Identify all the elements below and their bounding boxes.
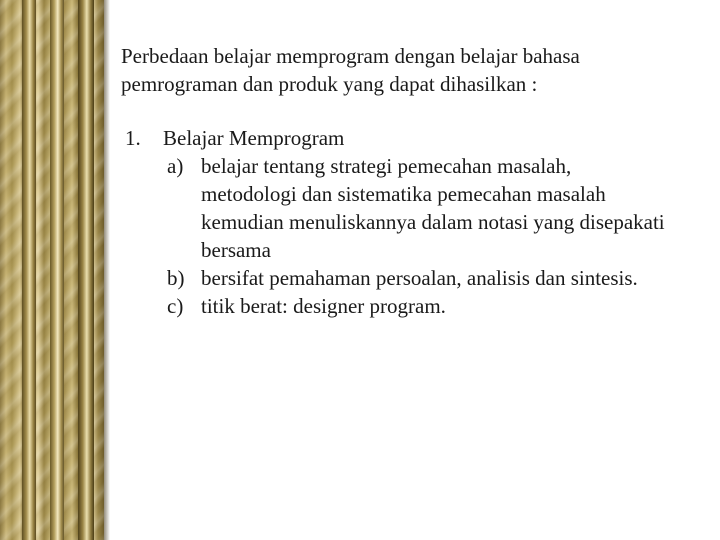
list-item-label: Belajar Memprogram — [163, 126, 345, 150]
gold-pillar-ornament — [50, 0, 64, 540]
sub-list-item — [167, 292, 701, 320]
sub-item-letter: b) — [167, 266, 185, 290]
list-item-heading — [125, 124, 701, 152]
gold-pillar-ornament — [78, 0, 94, 540]
list-item — [125, 124, 701, 320]
list-item-number: 1. — [125, 126, 141, 150]
sub-item-text: titik berat: designer program. — [201, 294, 446, 318]
sub-item-letter: a) — [167, 154, 184, 178]
decorative-gold-border — [0, 0, 104, 540]
gold-pillar-ornament — [22, 0, 36, 540]
sub-list-item — [167, 152, 701, 264]
slide-title: Perbedaan belajar memprogram dengan belajar bahasa pemrograman dan produk yang dapat dihasilkan : — [121, 44, 580, 96]
sub-list — [167, 152, 701, 320]
sub-item-text: bersifat pemahaman persoalan, analisis dan sintesis. — [201, 266, 638, 290]
sub-item-text: belajar tentang strategi pemecahan masalah, metodologi dan sistematika pemecahan masalah kemudian menuliskannya dalam notasi yang disepakati bersama — [201, 154, 665, 262]
slide-content — [121, 42, 701, 320]
sub-list-item — [167, 264, 701, 292]
sub-item-letter: c) — [167, 294, 184, 318]
border-shadow — [104, 0, 110, 540]
numbered-list — [121, 124, 701, 320]
